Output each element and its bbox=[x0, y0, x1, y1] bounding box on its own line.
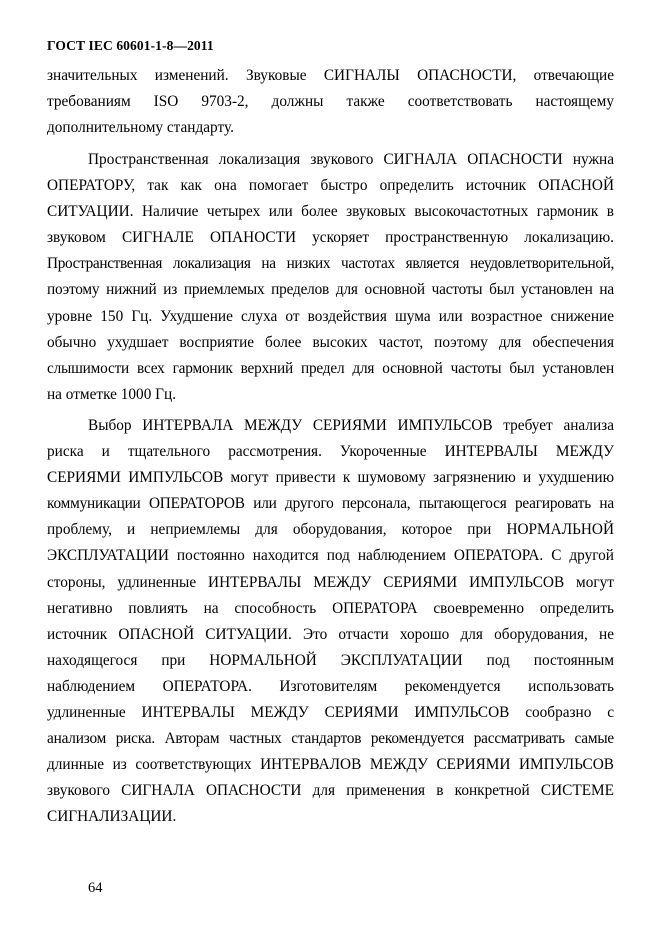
text-line: коммуникации ОПЕРАТОРОВ или другого персонала, пытающегося реагировать на bbox=[47, 495, 614, 513]
text-line: ОПЕРАТОРУ, так как она помогает быстро определить источник ОПАСНОЙ bbox=[47, 177, 614, 195]
text-line: обычно ухудшает восприятие более высоких частот, поэтому для обеспечения bbox=[47, 333, 614, 351]
text-line: звукового СИГНАЛА ОПАСНОСТИ для применения в конкретной СИСТЕМЕ bbox=[47, 782, 614, 800]
text-line: слышимости всех гармоник верхний предел для основной частоты был установлен bbox=[47, 359, 614, 377]
text-line: СИТУАЦИИ. Наличие четырех или более звуковых высокочастотных гармоник в bbox=[47, 203, 614, 221]
text-line: длинные из соответствующих ИНТЕРВАЛОВ МЕЖДУ СЕРИЯМИ ИМПУЛЬСОВ bbox=[47, 756, 614, 774]
text-line: риска и тщательного рассмотрения. Укороченные ИНТЕРВАЛЫ МЕЖДУ bbox=[47, 443, 614, 461]
text-line: негативно повлиять на способность ОПЕРАТОРА своевременно определить bbox=[47, 599, 614, 617]
text-line: звуковом СИГНАЛЕ ОПАНОСТИ ускоряет пространственную локализацию. bbox=[47, 229, 614, 247]
document-header: ГОСТ IEC 60601-1-8—2011 bbox=[47, 38, 214, 53]
paragraph-1 bbox=[47, 63, 614, 141]
text-line: Пространственная локализация звукового СИГНАЛА ОПАСНОСТИ нужна bbox=[88, 151, 614, 168]
text-line: значительных изменений. Звуковые СИГНАЛЫ ОПАСНОСТИ, отвечающие bbox=[47, 67, 614, 84]
text-line: уровне 150 Гц. Ухудшение слуха от воздействия шума или возрастное снижение bbox=[47, 307, 614, 325]
text-line: дополнительному стандарту. bbox=[47, 119, 234, 137]
text-line: проблему, и неприемлемы для оборудования, которое при НОРМАЛЬНОЙ bbox=[47, 521, 614, 539]
paragraph-2 bbox=[47, 147, 614, 408]
text-line: поэтому нижний из приемлемых пределов для основной частоты был установлен на bbox=[47, 281, 614, 299]
text-line: на отметке 1000 Гц. bbox=[47, 385, 177, 403]
text-line: наблюдением ОПЕРАТОРА. Изготовителям рекомендуется использовать bbox=[47, 677, 614, 695]
text-line: находящегося при НОРМАЛЬНОЙ ЭКСПЛУАТАЦИИ под постоянным bbox=[47, 651, 614, 669]
text-line: требованиям ISO 9703-2, должны также соответствовать настоящему bbox=[47, 93, 614, 111]
text-line: Выбор ИНТЕРВАЛА МЕЖДУ СЕРИЯМИ ИМПУЛЬСОВ требует анализа bbox=[88, 417, 614, 434]
text-line: СИГНАЛИЗАЦИИ. bbox=[47, 808, 177, 826]
paragraph-3 bbox=[47, 413, 614, 831]
text-line: удлиненные ИНТЕРВАЛЫ МЕЖДУ СЕРИЯМИ ИМПУЛЬСОВ сообразно с bbox=[47, 704, 614, 722]
page-number: 64 bbox=[88, 880, 103, 896]
text-line: стороны, удлиненные ИНТЕРВАЛЫ МЕЖДУ СЕРИЯМИ ИМПУЛЬСОВ могут bbox=[47, 573, 614, 591]
text-line: источник ОПАСНОЙ СИТУАЦИИ. Это отчасти хорошо для оборудования, не bbox=[47, 625, 614, 643]
text-line: СЕРИЯМИ ИМПУЛЬСОВ могут привести к шумовому загрязнению и ухудшению bbox=[47, 469, 614, 487]
text-line: ЭКСПЛУАТАЦИИ постоянно находится под наблюдением ОПЕРАТОРА. С другой bbox=[47, 547, 614, 565]
text-line: анализом риска. Авторам частных стандартов рекомендуется рассматривать самые bbox=[47, 730, 614, 748]
text-line: Пространственная локализация на низких частотах является неудовлетворительной, bbox=[47, 255, 614, 273]
